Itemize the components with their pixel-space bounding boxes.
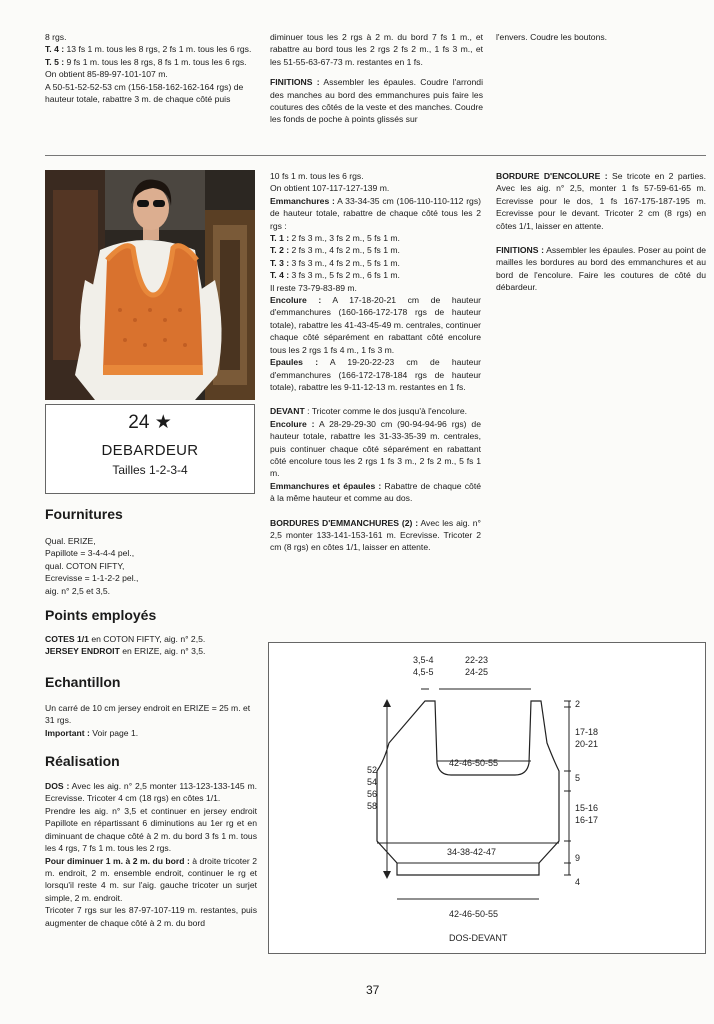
paragraph: Emmanchures : A 33-34-35 cm (106-110-110-112 rgs) de hauteur totale, rabattre de chaque côté tous les 2 rgs : [270, 195, 481, 231]
schematic-diagram [268, 642, 706, 954]
dim-label: 15-16 [575, 803, 599, 813]
dim-label: 58 [367, 801, 378, 811]
middle-column [270, 170, 481, 554]
echantillon-text [45, 702, 257, 739]
list-item: Ecrevisse = 1-1-2-2 pel., [45, 573, 139, 584]
top-col-1 [45, 31, 258, 105]
schematic-svg [269, 643, 705, 953]
list-item: Qual. ERIZE, [45, 536, 96, 546]
text-line: T. 5 : 9 fs 1 m. tous les 8 rgs, 8 fs 1 m. tous les 6 rgs. [45, 56, 247, 67]
list-item: aig. n° 2,5 et 3,5. [45, 585, 111, 596]
list-item: qual. COTON FIFTY, [45, 560, 125, 571]
paragraph: T. 1 : 2 fs 3 m., 3 fs 2 m., 5 fs 1 m. [270, 233, 400, 244]
dim-label: 52 [367, 765, 378, 775]
paragraph: Un carré de 10 cm jersey endroit en ERIZE = 25 m. et 31 rgs. [45, 702, 251, 726]
text-line: A 50-51-52-52-53 cm (156-158-162-162-164 rgs) de hauteur totale, rabattre 3 m. de chaque côté puis [45, 81, 244, 105]
model-photo [45, 170, 255, 400]
list-item: Papillote = 3-4-4-4 pel., [45, 548, 135, 559]
paragraph: BORDURES D'EMMANCHURES (2) : Avec les aig. n° 2,5 monter 133-141-153-161 m. Ecrevisse. Tricoter 2 cm (8 rgs) en côtes 1/1, laisser en attente. [270, 517, 481, 553]
pattern-number: 24 ★ [128, 412, 172, 433]
dim-label: 34-38-42-47 [447, 847, 497, 857]
dim-label: 16-17 [575, 815, 599, 825]
paragraph: Emmanchures et épaules : Rabattre de chaque côté à la même hauteur et comme au dos. [270, 480, 481, 504]
paragraph: Epaules : A 19-20-22-23 cm de hauteur d'emmanchures (166-172-178-184 rgs de hauteur totale), rabattre les 9-11-12-13 m. restantes en 1 fs. [270, 357, 481, 392]
paragraph: Tricoter 7 rgs sur les 87-97-107-119 m. restantes, puis augmenter de chaque côté à 2 m. du bord [45, 905, 257, 928]
paragraph: Encolure : A 17-18-20-21 cm de hauteur d'emmanchures (160-166-172-178 rgs de hauteur totale), rabattre les 41-43-45-49 m. centrales, continuer chaque côté séparément en rabattant côté encolure tous les 2 rgs 1 fs 4 m., 1 fs 3 m. [270, 295, 481, 355]
paragraph: FINITIONS : Assembler les épaules. Coudre l'arrondi des manches au bord des emmanchures puis faire les coutures des côtés de la veste et des manches. Coudre les fonds de poche à points glissés sur [270, 77, 483, 125]
arrow-up-icon [383, 699, 391, 707]
dim-label: 5 [575, 773, 581, 783]
paragraph: Important : Voir page 1. [45, 727, 139, 738]
paragraph: Il reste 73-79-83-89 m. [270, 282, 357, 293]
dim-label: 9 [575, 853, 581, 863]
paragraph: T. 3 : 3 fs 3 m., 4 fs 2 m., 5 fs 1 m. [270, 257, 400, 268]
points-list [45, 633, 257, 658]
section-heading: Réalisation [45, 753, 120, 770]
section-heading: Fournitures [45, 506, 123, 522]
dim-label: 56 [367, 789, 378, 799]
dim-label: 24-25 [465, 667, 489, 677]
pattern-name: DEBARDEUR [101, 442, 199, 459]
left-column [45, 506, 257, 929]
section-heading: Echantillon [45, 673, 121, 690]
dim-label: 4,5-5 [413, 667, 434, 677]
section-divider [45, 155, 706, 156]
pattern-title-box [45, 404, 255, 494]
paragraph: Encolure : A 28-29-29-30 cm (90-94-94-96 rgs) de hauteur totale, rabattre les 31-33-35-39 m. centrales, puis continuer chaque côté séparément en rabattant côté encolure tous les 2 rgs 1 fs 3 m., 2 fs 2 m., 5 fs 1 m. [270, 418, 481, 479]
dim-label: 3,5-4 [413, 655, 434, 665]
dim-label: 2 [575, 699, 581, 709]
section-heading: Points employés [45, 607, 157, 624]
paragraph: l'envers. Coudre les boutons. [496, 32, 608, 42]
paragraph: T. 4 : 3 fs 3 m., 5 fs 2 m., 6 fs 1 m. [270, 270, 400, 281]
dim-label: 54 [367, 777, 378, 787]
fournitures-list [45, 535, 257, 597]
top-col-2 [270, 31, 483, 126]
pattern-sizes: Tailles 1-2-3-4 [112, 463, 188, 477]
paragraph: On obtient 107-117-127-139 m. [270, 183, 390, 194]
star-icon: ★ [154, 412, 172, 433]
page-number: 37 [366, 983, 380, 997]
dim-label: 4 [575, 877, 581, 887]
arrow-down-icon [383, 871, 391, 879]
right-column [496, 170, 706, 294]
top-col-3 [496, 31, 706, 43]
paragraph: Pour diminuer 1 m. à 2 m. du bord : à droite tricoter 2 m. endroit, 2 m. ensemble endroit, continuer le rg et lorsqu'il reste 4 m. sur l'aig. gauche tricoter un surjet simple, 2 m. endroit. [45, 855, 257, 903]
paragraph: 10 fs 1 m. tous les 6 rgs. [270, 171, 364, 181]
dim-label: 17-18 [575, 727, 599, 737]
paragraph: T. 2 : 2 fs 3 m., 4 fs 2 m., 5 fs 1 m. [270, 245, 400, 256]
paragraph: FINITIONS : Assembler les épaules. Poser au point de mailles les bordures au bord des emmanchures et au bord de l'encolure. Faire les coutures de côté du débardeur. [496, 245, 706, 293]
paragraph: BORDURE D'ENCOLURE : Se tricote en 2 parties. Avec les aig. n° 2,5, monter 1 fs 57-59-61-65 m. Ecrevisse pour le dos, 1 fs 167-175-187-195 m. Ecrevisse pour le devant. Tricoter 2 cm (8 rgs) en côtes 1/1, laisser en attente. [496, 171, 706, 231]
paragraph: DEVANT : Tricoter comme le dos jusqu'à l'encolure. [270, 406, 468, 417]
list-item: COTES 1/1 en COTON FIFTY, aig. n° 2,5. [45, 634, 206, 645]
paragraph: DOS : Avec les aig. n° 2,5 monter 113-123-133-145 m. Ecrevisse. Tricoter 4 cm (18 rgs) en côtes 1/1. [45, 781, 257, 804]
diagram-caption: DOS-DEVANT [449, 933, 508, 943]
dim-label: 20-21 [575, 739, 599, 749]
text-line: On obtient 85-89-97-101-107 m. [45, 69, 168, 80]
paragraph: diminuer tous les 2 rgs à 2 m. du bord 7 fs 1 m., et rabattre au bord tous les 2 rgs 2 fs 2 m., 1 fs 3 m., et les 51-55-63-67-73 m. restantes en 1 fs. [270, 32, 483, 67]
dim-label: 22-23 [465, 655, 489, 665]
realisation-text [45, 780, 257, 929]
list-item: JERSEY ENDROIT en ERIZE, aig. n° 3,5. [45, 646, 206, 657]
text-line: T. 4 : 13 fs 1 m. tous les 8 rgs, 2 fs 1 m. tous les 6 rgs. [45, 44, 252, 55]
model-photo-illustration [45, 170, 255, 400]
text-line: 8 rgs. [45, 32, 67, 42]
dim-label: 42-46-50-55 [449, 909, 499, 919]
dim-label: 42-46-50-55 [449, 758, 499, 768]
paragraph: Prendre les aig. n° 3,5 et continuer en jersey endroit Papillote en répartissant 6 diminutions au 1er rg et en diminuant de chaque côté à 2 m. du bord 3 fs 1 m. tous les 4 rgs, 7 fs 1 m. tous les 2 rgs. [45, 805, 257, 854]
